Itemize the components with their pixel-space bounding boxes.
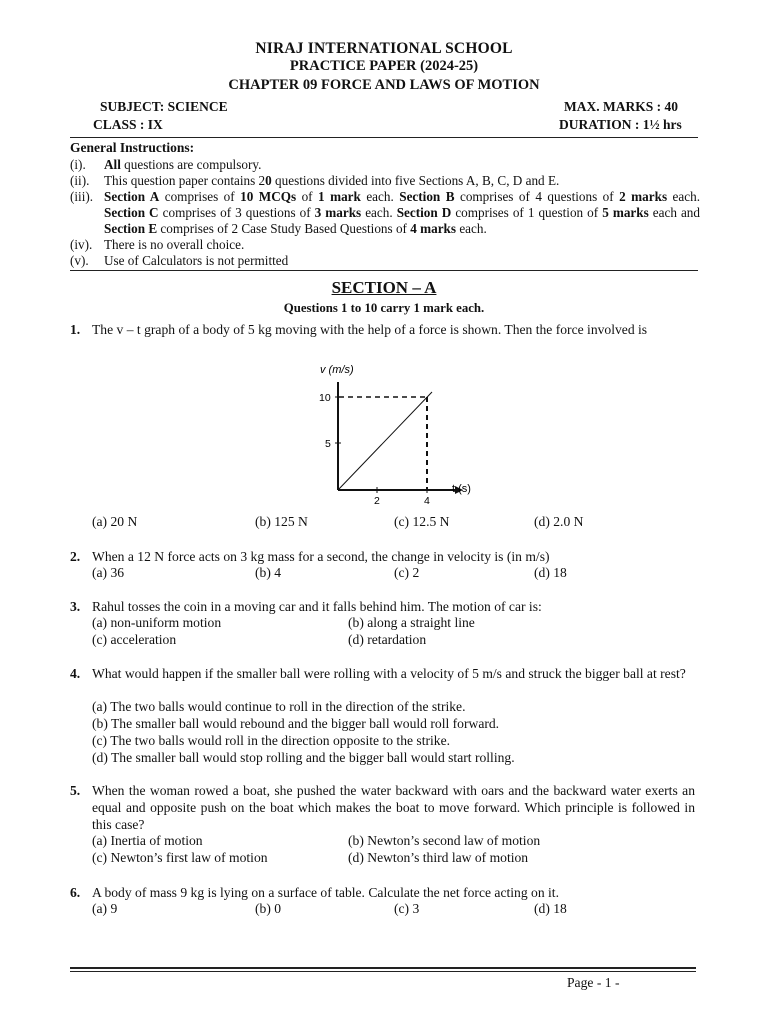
class-label: CLASS : IX: [93, 117, 163, 132]
page-number: Page - 1 -: [567, 975, 620, 990]
option-d: (d) 2.0 N: [534, 514, 584, 529]
duration-label: DURATION : 1½ hrs: [559, 117, 682, 132]
option-b: (b) Newton’s second law of motion: [348, 833, 541, 848]
y-tick-label-10: 10: [319, 392, 331, 404]
question-text: The v – t graph of a body of 5 kg moving with the help of a force is shown. Then the force involved is: [92, 322, 648, 337]
question-number: 1.: [70, 322, 81, 337]
question-number: 5.: [70, 783, 81, 798]
option-c: (c) Newton’s first law of motion: [92, 850, 268, 865]
section-subtitle: Questions 1 to 10 carry 1 mark each.: [283, 301, 485, 315]
y-tick-label-5: 5: [325, 438, 331, 450]
instruction-item: [70, 253, 700, 269]
question-text: When the woman rowed a boat, she pushed the water backward with oars and the backward water exerts an equal and opposite push on the boat which makes the boat to move forward. Which principle is followed in this case?: [92, 783, 695, 832]
option-d: (d) 18: [534, 565, 567, 580]
instruction-text: Use of Calculators is not permitted: [104, 253, 289, 268]
subject-label: SUBJECT: SCIENCE: [100, 99, 228, 114]
option-c: (c) The two balls would roll in the direction opposite to the strike.: [92, 733, 451, 748]
instruction-text: Section A comprises of 10 MCQs of 1 mark each. Section B comprises of 4 questions of 2 marks each. Section C comprises of 3 questions of 3 marks each. Section D comprises of 1 question of 5 marks each and Section E comprises of 2 Case Study Based Questions of 4 marks each.: [104, 189, 700, 236]
option-d: (d) 18: [534, 901, 567, 916]
x-tick-label-2: 2: [374, 495, 380, 505]
y-axis-label: v (m/s): [320, 364, 354, 376]
question-4: [70, 665, 695, 699]
question-number: 3.: [70, 599, 81, 614]
question-number: 2.: [70, 549, 81, 564]
instruction-text: All questions are compulsory.: [104, 157, 262, 172]
instructions-divider: [70, 270, 698, 271]
option-a: (a) 9: [92, 901, 118, 916]
school-name: NIRAJ INTERNATIONAL SCHOOL: [255, 40, 513, 57]
option-c: (c) 12.5 N: [394, 514, 450, 529]
question-text: What would happen if the smaller ball were rolling with a velocity of 5 m/s and struck the bigger ball at rest?: [92, 666, 686, 681]
max-marks-label: MAX. MARKS : 40: [564, 99, 678, 114]
velocity-time-graph: [315, 360, 485, 505]
option-c: (c) acceleration: [92, 632, 177, 647]
question-text: Rahul tosses the coin in a moving car and it falls behind him. The motion of car is:: [92, 599, 542, 614]
option-b: (b) 125 N: [255, 514, 308, 529]
option-b: (b) along a straight line: [348, 615, 475, 630]
option-a: (a) non-uniform motion: [92, 615, 222, 630]
option-b: (b) 0: [255, 901, 282, 916]
option-a: (a) The two balls would continue to roll in the direction of the strike.: [92, 699, 466, 714]
question-3: [70, 598, 695, 615]
option-d: (d) Newton’s third law of motion: [348, 850, 529, 865]
question-2: [70, 548, 695, 565]
question-5: [70, 782, 695, 833]
instruction-text: This question paper contains 20 questions divided into five Sections A, B, C, D and E.: [104, 173, 560, 188]
footer-rule: [70, 967, 696, 969]
option-c: (c) 3: [394, 901, 420, 916]
option-d: (d) The smaller ball would stop rolling and the bigger ball would start rolling.: [92, 750, 515, 765]
option-a: (a) 36: [92, 565, 125, 580]
instruction-number: (ii).: [70, 173, 90, 188]
x-axis-label: t (s): [452, 483, 471, 495]
instruction-item: [70, 237, 700, 253]
velocity-line: [338, 392, 432, 490]
instruction-item: [70, 157, 700, 173]
question-text: When a 12 N force acts on 3 kg mass for a second, the change in velocity is (in m/s): [92, 549, 550, 564]
option-d: (d) retardation: [348, 632, 427, 647]
option-b: (b) The smaller ball would rebound and the bigger ball would roll forward.: [92, 716, 500, 731]
paper-title: PRACTICE PAPER (2024-25): [289, 58, 479, 74]
footer-rule-thin: [70, 971, 696, 972]
header-divider: [70, 137, 698, 138]
question-number: 4.: [70, 666, 81, 681]
question-1: [70, 321, 695, 355]
instruction-item: [70, 173, 700, 189]
chapter-title: CHAPTER 09 FORCE AND LAWS OF MOTION: [228, 77, 540, 93]
option-c: (c) 2: [394, 565, 420, 580]
instruction-number: (iv).: [70, 237, 93, 252]
instruction-number: (v).: [70, 253, 89, 268]
instruction-number: (iii).: [70, 189, 94, 204]
option-b: (b) 4: [255, 565, 282, 580]
question-6: [70, 884, 695, 901]
instructions-title: General Instructions:: [70, 140, 195, 155]
question-number: 6.: [70, 885, 81, 900]
question-text: A body of mass 9 kg is lying on a surface of table. Calculate the net force acting on it.: [92, 885, 559, 900]
instruction-text: There is no overall choice.: [104, 237, 245, 252]
x-tick-label-4: 4: [424, 495, 430, 505]
instruction-number: (i).: [70, 157, 86, 172]
section-title: SECTION – A: [331, 278, 437, 297]
instruction-item: [70, 189, 700, 237]
option-a: (a) 20 N: [92, 514, 138, 529]
option-a: (a) Inertia of motion: [92, 833, 203, 848]
